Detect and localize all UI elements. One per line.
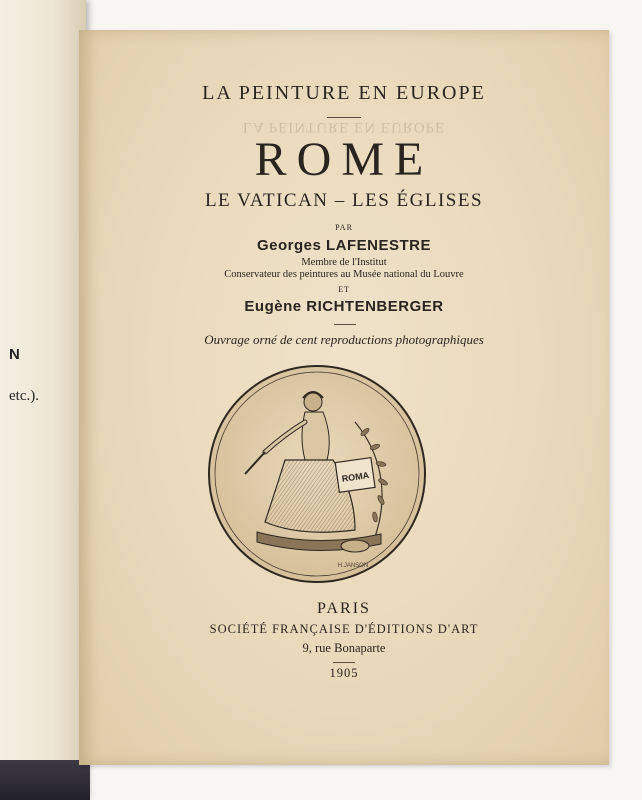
previous-page [0, 0, 86, 800]
publisher-address: 9, rue Bonaparte [302, 641, 386, 655]
previous-page-text-fragment: N [9, 346, 20, 363]
author-2: Eugène RICHTENBERGER [244, 298, 444, 315]
medallion-signature: H.JANSON [337, 563, 369, 569]
author-1: Georges LAFENESTRE [256, 237, 432, 254]
divider-rule-2 [334, 324, 356, 325]
author-1-role: Membre de l'Institut [301, 257, 387, 268]
book-spine [0, 760, 90, 800]
divider-rule-3 [333, 662, 355, 663]
book-title: ROME [254, 133, 434, 186]
author-1-role-2: Conservateur des peintures au Musée national du Louvre [224, 269, 464, 280]
by-label: PAR [335, 223, 353, 232]
show-through-text: LA PEINTURE EN EUROPE [242, 119, 446, 135]
medallion-illustration [205, 362, 429, 586]
illustrations-note: Ouvrage orné de cent reproductions photographiques [204, 332, 484, 347]
publication-city: PARIS [317, 600, 371, 617]
and-label: ET [338, 285, 350, 294]
medallion-engraving [205, 362, 429, 586]
publisher: SOCIÉTÉ FRANÇAISE D'ÉDITIONS D'ART [209, 622, 479, 636]
title-page [79, 30, 609, 765]
book-subtitle: LE VATICAN – LES ÉGLISES [204, 190, 484, 211]
medallion-inscription: ROMA [341, 470, 370, 484]
previous-page-text-fragment-2: etc.). [9, 388, 39, 404]
publication-year: 1905 [329, 666, 359, 680]
series-title: LA PEINTURE EN EUROPE [202, 82, 486, 104]
